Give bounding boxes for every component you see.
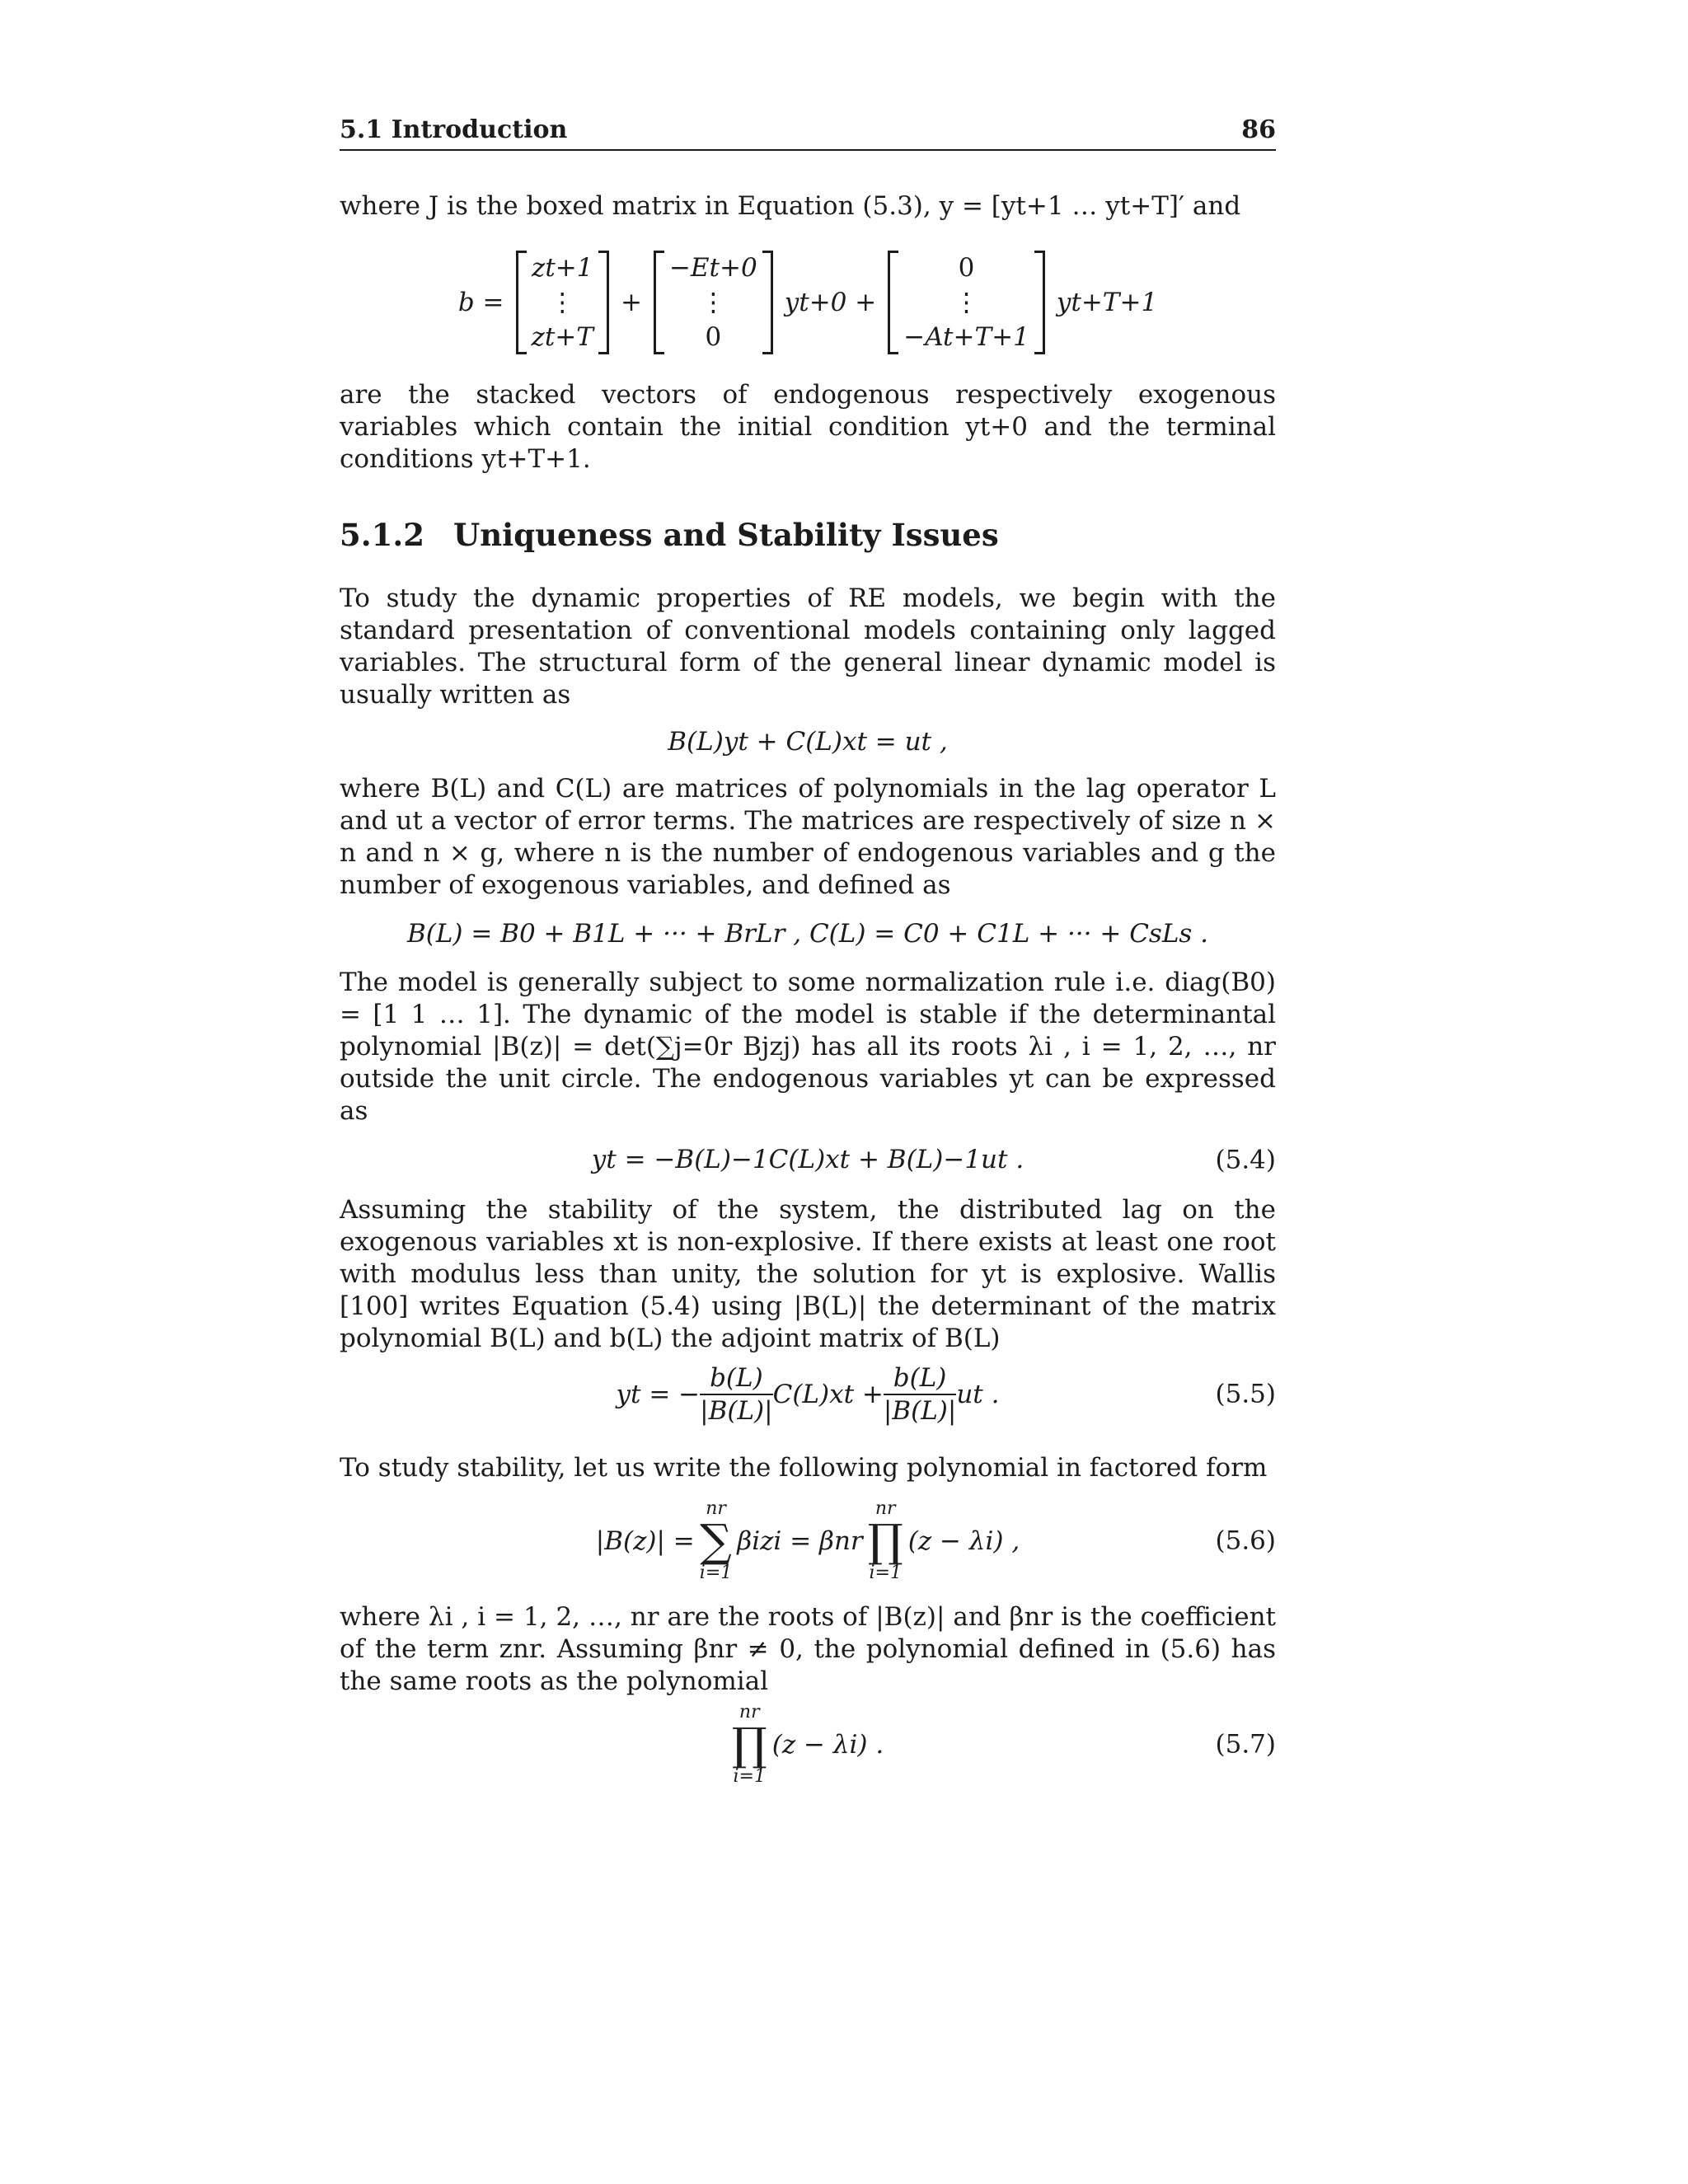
matrix-e <box>654 251 773 354</box>
matrix-a-bottom: −At+T+1 <box>903 322 1029 352</box>
equation-5-6-lhs: |B(z)| = <box>595 1526 695 1556</box>
plus-sign: + <box>620 287 642 317</box>
equation-number-5-5: (5.5) <box>1215 1379 1276 1409</box>
matrix-z-top: zt+1 <box>531 253 593 283</box>
paragraph-6: Assuming the stability of the system, the distributed lag on the exogenous variables xt is non-explosive. If there exists at least one root with modulus less than unity, the solution for yt is explosive. Wallis [100] writes Equation (5.4) using |B(L)| the determinant of the matrix polynomial B(L) and b(L) the adjoint matrix of B(L) <box>340 1195 1276 1353</box>
paragraph-4: where B(L) and C(L) are matrices of polynomials in the lag operator L and ut a vector of error terms. The matrices are respectively of size n × n and n × g, where n is the number of endogenous variables and g the number of exogenous variables, and defined as <box>340 774 1276 900</box>
matrix-z <box>516 251 609 354</box>
equation-polynomials: B(L) = B0 + B1L + ··· + BrLr , C(L) = C0 + C1L + ··· + CsLs . <box>406 919 1209 949</box>
matrix-e-bottom: 0 <box>705 322 722 352</box>
matrix-a-top: 0 <box>958 253 975 283</box>
paragraph-8: where λi , i = 1, 2, …, nr are the roots of |B(z)| and βnr is the coefficient of the term znr. Assuming βnr ≠ 0, the polynomial defined in (5.6) has the same roots as the polynomial <box>340 1602 1276 1696</box>
product-operator-2 <box>732 1703 767 1787</box>
equation-b <box>340 241 1276 364</box>
equation-5-6-product-term: (z − λi) , <box>907 1526 1020 1556</box>
paragraph-7: To study stability, let us write the following polynomial in factored form <box>340 1453 1268 1483</box>
equation-number-5-4: (5.4) <box>1215 1145 1276 1174</box>
sigma-symbol: ∑ <box>700 1515 732 1567</box>
matrix-z-dots: ⋮ <box>549 288 575 317</box>
product-2-upper-limit: nr <box>738 1702 760 1722</box>
section-heading <box>340 517 1276 553</box>
matrix-e-top: −Et+0 <box>668 253 757 283</box>
equation-5-7-term: (z − λi) . <box>771 1729 884 1760</box>
fraction-1-numerator: b(L) <box>700 1362 772 1395</box>
section-number: 5.1.2 <box>340 517 424 553</box>
equation-5-4-body: yt = −B(L)−1C(L)xt + B(L)−1ut . <box>591 1145 1025 1174</box>
matrix-a-dots: ⋮ <box>954 288 980 317</box>
equation-5-5-tail: ut . <box>956 1379 1000 1409</box>
equation-5-5 <box>340 1360 1276 1429</box>
equation-b-lhs: b = <box>457 287 504 317</box>
y-initial: yt+0 + <box>784 287 877 317</box>
fraction-2-numerator: b(L) <box>884 1362 956 1395</box>
product-lower-limit: i=1 <box>869 1563 902 1583</box>
product-2-lower-limit: i=1 <box>733 1766 766 1787</box>
equation-5-5-mid: C(L)xt + <box>772 1379 884 1409</box>
matrix-z-bottom: zt+T <box>531 322 593 352</box>
matrix-a <box>888 251 1045 354</box>
pi-symbol-2: ∏ <box>731 1718 767 1770</box>
equation-5-6-term: βizi = βnr <box>737 1526 863 1556</box>
equation-5-4 <box>340 1144 1276 1176</box>
paragraph-1: where J is the boxed matrix in Equation (5.3), y = [yt+1 … yt+T]′ and <box>340 191 1241 221</box>
equation-number-5-6: (5.6) <box>1215 1526 1276 1556</box>
equation-5-7 <box>340 1699 1276 1790</box>
equation-5-5-lhs: yt = − <box>616 1379 701 1409</box>
running-head <box>340 115 1276 151</box>
paragraph-5: The model is generally subject to some normalization rule i.e. diag(B0) = [1 1 … 1]. The dynamic of the model is stable if the determinantal polynomial |B(z)| = det(∑j=0r Bjzj) has all its roots λi , i = 1, 2, …, nr outside the unit circle. The endogenous variables yt can be expressed as <box>340 968 1276 1126</box>
equation-5-6 <box>340 1496 1276 1586</box>
running-head-section: 5.1 Introduction <box>340 115 568 144</box>
fraction-2 <box>884 1362 956 1427</box>
equation-number-5-7: (5.7) <box>1215 1729 1276 1760</box>
sum-upper-limit: nr <box>706 1498 726 1519</box>
pi-symbol: ∏ <box>867 1515 903 1567</box>
matrix-e-dots: ⋮ <box>700 288 726 317</box>
sum-operator <box>700 1499 732 1583</box>
fraction-1-denominator: |B(L)| <box>700 1396 773 1426</box>
paragraph-3: To study the dynamic properties of RE models, we begin with the standard presentation of conventional models containing only lagged variables. The structural form of the general linear dynamic model is usually written as <box>340 583 1276 710</box>
y-terminal: yt+T+1 <box>1056 287 1158 317</box>
page <box>340 115 1276 1790</box>
page-number: 86 <box>1241 115 1276 144</box>
section-title: Uniqueness and Stability Issues <box>453 517 999 553</box>
product-upper-limit: nr <box>874 1498 896 1519</box>
fraction-2-denominator: |B(L)| <box>883 1396 957 1426</box>
equation-structural: B(L)yt + C(L)xt = ut , <box>668 727 948 757</box>
fraction-1 <box>700 1362 772 1427</box>
paragraph-2: are the stacked vectors of endogenous respectively exogenous variables which contain the initial condition yt+0 and the terminal conditions yt+T+1. <box>340 380 1276 474</box>
sum-lower-limit: i=1 <box>699 1563 733 1583</box>
product-operator <box>868 1499 903 1583</box>
